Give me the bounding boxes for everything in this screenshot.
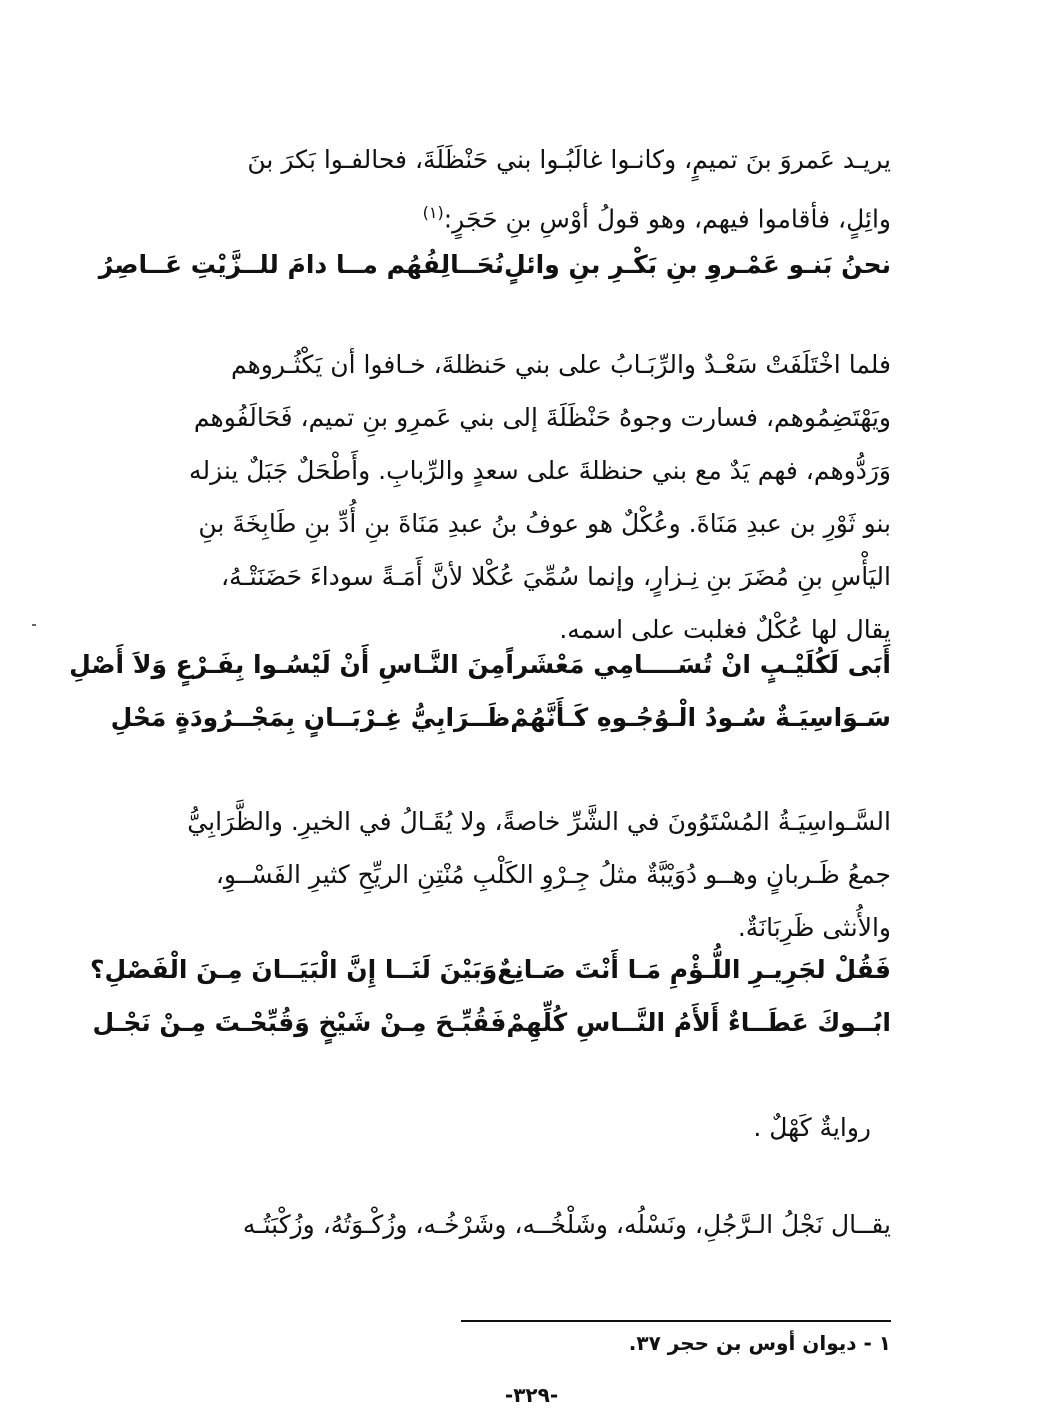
verse-3: [90, 943, 891, 1049]
paragraph-line: [171, 186, 891, 239]
verse-second-hemistich: فَقُبِّـحَ مِـنْ شَيْخٍ وَقُبِّحْـتَ مِـنْ نَجْـل: [92, 1008, 507, 1037]
paragraph-5: [171, 1198, 891, 1251]
paragraph-line: بنو ثَوْرِ بن عبدِ مَنَاةَ. وعُكْلٌ هو عوفُ بنُ عبدِ مَنَاةَ بنِ أُدِّ بنِ طَابِخَةَ بنِ: [198, 509, 891, 538]
verse-first-hemistich: أَبَى لَكُلَيْـبٍ انْ تُسَــــامِي مَعْشَراً: [505, 650, 891, 679]
verse-second-hemistich: وَبَيْنَ لَنَــا إِنَّ الْبَيَــانَ مِـنَ الْفَصْلِ؟: [90, 955, 498, 984]
footnote: ١ - ديوان أوس بن حجر ٣٧.: [628, 1331, 891, 1355]
page-number: -٣٢٩-: [504, 1383, 559, 1407]
paragraph-line: السَّـواسِيَـةُ المُسْتَوُونَ في الشَّرِّ خاصةً، ولا يُقَـالُ في الخيرِ. والظَّرَابِيُّ: [187, 807, 891, 836]
paragraph-1: [171, 133, 891, 239]
paragraph-line: يقــال نَجْلُ الـرَّجُلِ، ونَسْلُه، وشَلْخُــه، وشَرْخُـه، وزُكْـوَتُهُ، وزُكْبَتُـه: [242, 1210, 891, 1239]
verse-line: [98, 238, 891, 291]
verse-first-hemistich: سَـوَاسِيَـةٌ سُـودُ الْـوُجُـوهِ كَـأَنَّهُمْ: [510, 703, 891, 732]
verse-line: [110, 691, 891, 744]
paragraph-line: وَرَدُّوهم، فهم يَدٌ مع بني حنظلةَ على سعدٍ والرِّبابِ. وأَطْحَلٌ جَبَلٌ ينزله: [189, 456, 891, 485]
paragraph-line: والأُنثى ظَرِبَانَةٌ.: [737, 913, 891, 942]
paragraph-line: جمعُ ظَـربانٍ وهــو دُوَيْبَّةٌ مثلُ جِـرْوِ الكَلْبِ مُنْتِنِ الريِّحِ كثيرِ الفَسْــوِ،: [215, 860, 891, 889]
verse-1: [98, 238, 891, 291]
footnote-reference[interactable]: (١): [422, 203, 444, 222]
paragraph-line: ويَهْتَضِمُوهم، فسارت وجوهُ حَنْظَلَةَ إلى بني عَمرِو بنِ تميم، فَحَالَفُوهم: [193, 403, 891, 432]
paragraph-4: [151, 1101, 871, 1154]
paragraph-line: اليَأْسِ بنِ مُضَرَ بنِ نِـزارٍ، وإنما سُمِّيَ عُكْلا لأنَّ أَمَـةً سوداءَ حَضَنَتْـهُ،: [221, 562, 891, 591]
verse-first-hemistich: نحنُ بَنـو عَمْـروِ بنِ بَكْـرِ بنِ وائلٍ: [503, 250, 891, 279]
paragraph-2: [171, 338, 891, 656]
verse-second-hemistich: ظَــرَابِيُّ غِـرْبَــانٍ بِمَجْــرُودَةٍ مَحْلِ: [110, 703, 511, 732]
verse-first-hemistich: ابُــوكَ عَطَــاءٌ أَلأَمُ النَّــاسِ كُلِّهِمْ: [506, 1008, 891, 1037]
verse-first-hemistich: فَقُلْ لجَرِيـرِ اللُّـؤْمِ مَـا أَنْتَ صَـانِعٌ: [497, 955, 891, 984]
verse-line: [92, 996, 891, 1049]
paragraph-line: يقال لها عُكْلٌ فغلبت على اسمه.: [559, 615, 891, 644]
footnote-divider: [461, 1320, 891, 1322]
paragraph-line: يريـد عَمروَ بنَ تميمٍ، وكانـوا غالَبُـوا بني حَنْظَلَةَ، فحالفـوا بَكرَ بنَ: [247, 145, 891, 174]
paragraph-line-text: وائِلٍ، فأقاموا فيهم، وهو قولُ أوْسِ بنِ حَجَرٍ:: [443, 204, 891, 234]
margin-mark: [32, 624, 36, 626]
verse-line: [90, 943, 891, 996]
paragraph-3: [171, 795, 891, 954]
verse-2: [69, 638, 891, 744]
verse-second-hemistich: نُحَــالِفُهُم مــا دامَ للــزَّيْتِ عَــاصِرُ: [98, 250, 504, 279]
verse-second-hemistich: مِنَ النَّـاسِ أَنْ لَيْسُـوا بِفَـرْعٍ وَلاَ أَصْلِ: [69, 650, 506, 679]
paragraph-line: روايةٌ كَهْلٌ .: [753, 1113, 871, 1142]
paragraph-line: فلما اخْتَلَفَتْ سَعْـدٌ والرِّبَـابُ على بني حَنظلةَ، خـافوا أن يَكْثُـروهم: [230, 350, 891, 379]
verse-line: [69, 638, 891, 691]
